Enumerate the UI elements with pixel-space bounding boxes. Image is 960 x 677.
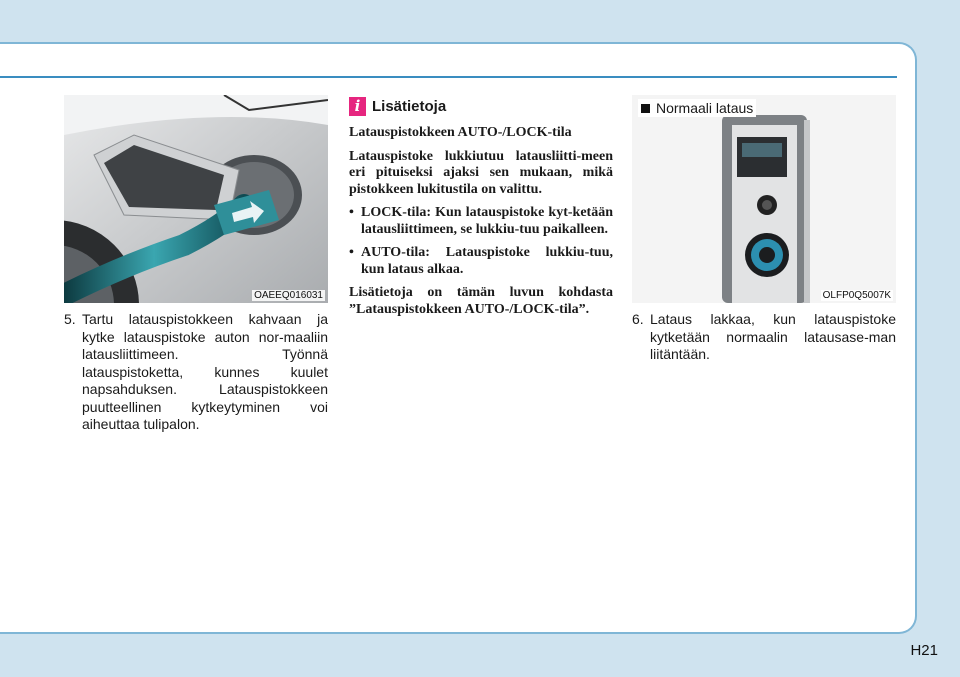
- header-rule: [0, 76, 897, 78]
- info-header: [349, 95, 613, 117]
- step-text: Tartu latauspistokkeen kahvaan ja kytke latauspistoke auton nor-maaliin latausliittimeen. Työnnä latauspistoketta, kunnes kuulet napsahduksen. Latauspistokkeen puutteellinen kytkeytyminen voi aiheuttaa tulipalon.: [82, 311, 328, 432]
- info-heading: Latauspistokkeen AUTO-/LOCK-tila: [349, 125, 572, 140]
- car-charging-illustration: [64, 95, 328, 303]
- normal-charging-text: Normaali lataus: [656, 100, 754, 116]
- bullet-lock: [349, 205, 613, 238]
- bullet-text: LOCK-tila: Kun latauspistoke kyt-ketään latausliittimeen, se lukkiu-tuu paikalleen.: [361, 205, 613, 237]
- charging-station-illustration: [632, 95, 896, 303]
- right-column: [632, 95, 896, 364]
- square-bullet-icon: [641, 104, 650, 113]
- info-title: Lisätietoja: [372, 97, 447, 115]
- step-5: [64, 311, 328, 434]
- info-icon: i: [349, 97, 366, 116]
- image-code: OLFP0Q5007K: [822, 290, 891, 301]
- info-body: [349, 125, 613, 318]
- step-6: [632, 311, 896, 364]
- normal-charging-label: [638, 99, 756, 117]
- charging-plug-photo: [64, 95, 328, 303]
- bullet-text: AUTO-tila: Latauspistoke lukkiu-tuu, kun lataus alkaa.: [361, 245, 613, 277]
- page-number: H21: [910, 642, 938, 659]
- image-code: OAEEQ016031: [254, 290, 323, 301]
- info-column: [349, 95, 613, 325]
- left-column: [64, 95, 328, 434]
- info-intro: Latauspistoke lukkiutuu latausliitti-meen eri pituiseksi ajaksi sen mukaan, mikä pistokkeen lukitustila on valittu.: [349, 148, 613, 197]
- step-number: 5.: [64, 311, 76, 327]
- bullet-auto: [349, 245, 613, 278]
- bullet-glyph: •: [349, 205, 354, 220]
- step-text: Lataus lakkaa, kun latauspistoke kytketään normaalin latausase-man liitäntään.: [650, 311, 896, 362]
- charging-station-photo: [632, 95, 896, 303]
- step-number: 6.: [632, 311, 644, 327]
- info-footer: Lisätietoja on tämän luvun kohdasta ”Latauspistokkeen AUTO-/LOCK-tila”.: [349, 285, 613, 317]
- bullet-glyph: •: [349, 245, 354, 260]
